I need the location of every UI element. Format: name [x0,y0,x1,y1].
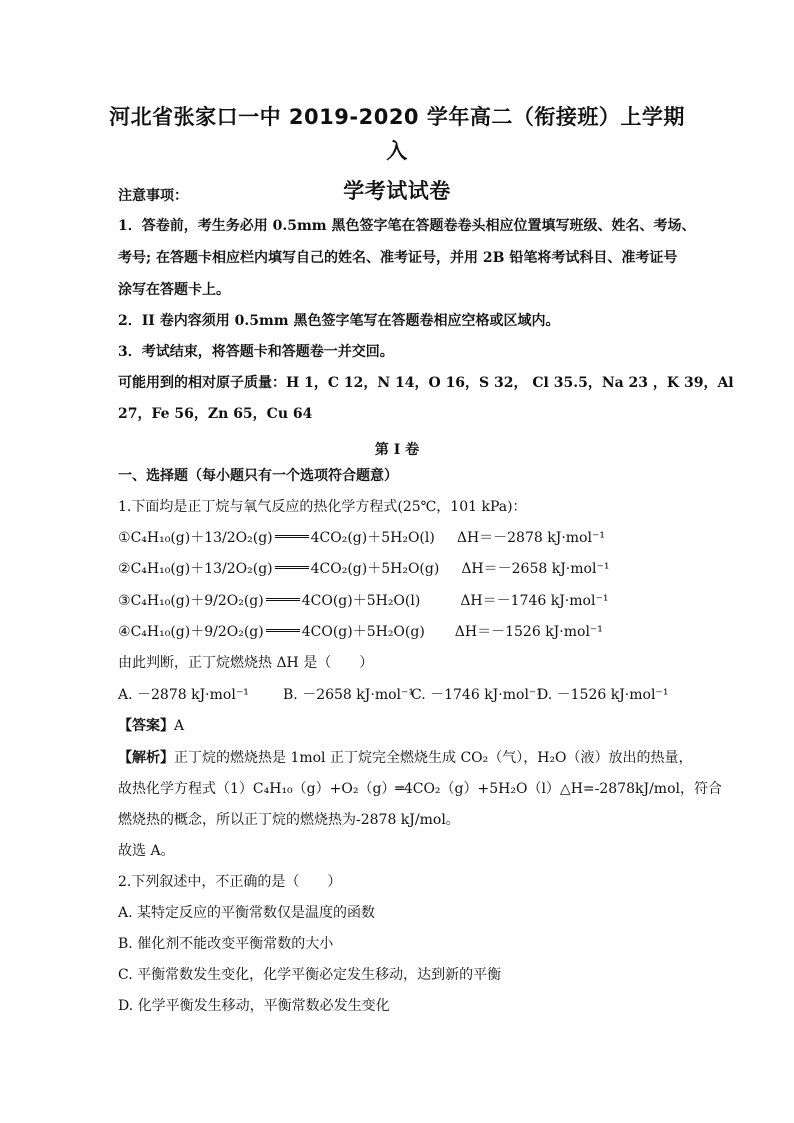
q1-equation-2: ②C₄H₁₀(g)＋13/2O₂(g) 4CO₂(g)＋5H₂O(g) ΔH＝－2658 kJ·mol⁻¹ [118,561,610,577]
notes-heading: 注意事项： [118,188,188,204]
equals-sign-icon [275,566,309,569]
q1-option-d: D. －1526 kJ·mol⁻¹ [537,687,669,703]
equals-sign-icon [266,629,300,632]
q1-option-a: A. －2878 kJ·mol⁻¹ [118,687,249,703]
q2-option-d: D. 化学平衡发生移动，平衡常数必发生变化 [118,998,390,1014]
q1-answer: 【答案】A [118,718,185,734]
title-line-2: 学考试试卷 [343,179,451,203]
note-1-line-2: 考号; 在答题卡相应栏内填写自己的姓名、准考证号，并用 2B 铅笔将考试科目、准考证号 [118,250,678,266]
equals-sign-icon [275,535,309,538]
q1-option-b: B. －2658 kJ·mol⁻¹ [283,687,414,703]
q1-options [118,685,668,705]
q1-conclusion: 故选 A。 [118,843,175,859]
q2-option-b: B. 催化剂不能改变平衡常数的大小 [118,936,334,952]
q1-option-c: C. －1746 kJ·mol⁻¹ [411,687,542,703]
q1-stem: 1.下面均是正丁烷与氧气反应的热化学方程式(25℃，101 kPa)： [118,499,527,515]
atomic-mass-line-1: 可能用到的相对原子质量：H 1，C 12，N 14，O 16，S 32， Cl 35.5，Na 23 ，K 39，Al [118,375,734,391]
note-3: 3．考试结束，将答题卡和答题卷一并交回。 [118,344,394,360]
note-1-line-3: 涂写在答题卡上。 [118,282,230,298]
q2-stem: 2.下列叙述中，不正确的是（ ） [118,874,342,890]
q1-analysis-line-3: 燃烧热的概念，所以正丁烷的燃烧热为-2878 kJ/mol。 [118,812,460,828]
q2-option-a: A. 某特定反应的平衡常数仅是温度的函数 [118,905,376,921]
title-line-1: 河北省张家口一中 2019-2020 学年高二（衔接班）上学期入 [109,105,685,163]
page-title [100,100,694,208]
q1-question: 由此判断，正丁烷燃烧热 ΔH 是（ ） [118,655,374,671]
note-1-line-1: 1．答卷前，考生务必用 0.5mm 黑色签字笔在答题卷卷头相应位置填写班级、姓名、考场、 [118,218,696,234]
equals-sign-icon [266,598,300,601]
atomic-mass-line-2: 27，Fe 56，Zn 65，Cu 64 [118,406,313,422]
q2-option-c: C. 平衡常数发生变化，化学平衡必定发生移动，达到新的平衡 [118,967,502,983]
q1-equation-1: ①C₄H₁₀(g)＋13/2O₂(g) 4CO₂(g)＋5H₂O(l) ΔH＝－2878 kJ·mol⁻¹ [118,530,605,546]
note-2: 2．II 卷内容须用 0.5mm 黑色签字笔写在答题卷相应空格或区域内。 [118,313,560,329]
volume-heading: 第 I 卷 [374,442,420,458]
q1-analysis-line-1: 【解析】正丁烷的燃烧热是 1mol 正丁烷完全燃烧生成 CO₂（气），H₂O（液）放出的热量， [118,750,693,766]
q1-analysis-line-2: 故热化学方程式（1）C₄H₁₀（g）+O₂（g）═4CO₂（g）+5H₂O（l）△H=-2878kJ/mol，符合 [118,781,722,797]
q1-equation-4: ④C₄H₁₀(g)＋9/2O₂(g) 4CO(g)＋5H₂O(g) ΔH＝－1526 kJ·mol⁻¹ [118,624,603,640]
q1-equation-3: ③C₄H₁₀(g)＋9/2O₂(g) 4CO(g)＋5H₂O(l) ΔH＝－1746 kJ·mol⁻¹ [118,593,609,609]
section-heading: 一、选择题（每小题只有一个选项符合题意） [118,468,398,484]
